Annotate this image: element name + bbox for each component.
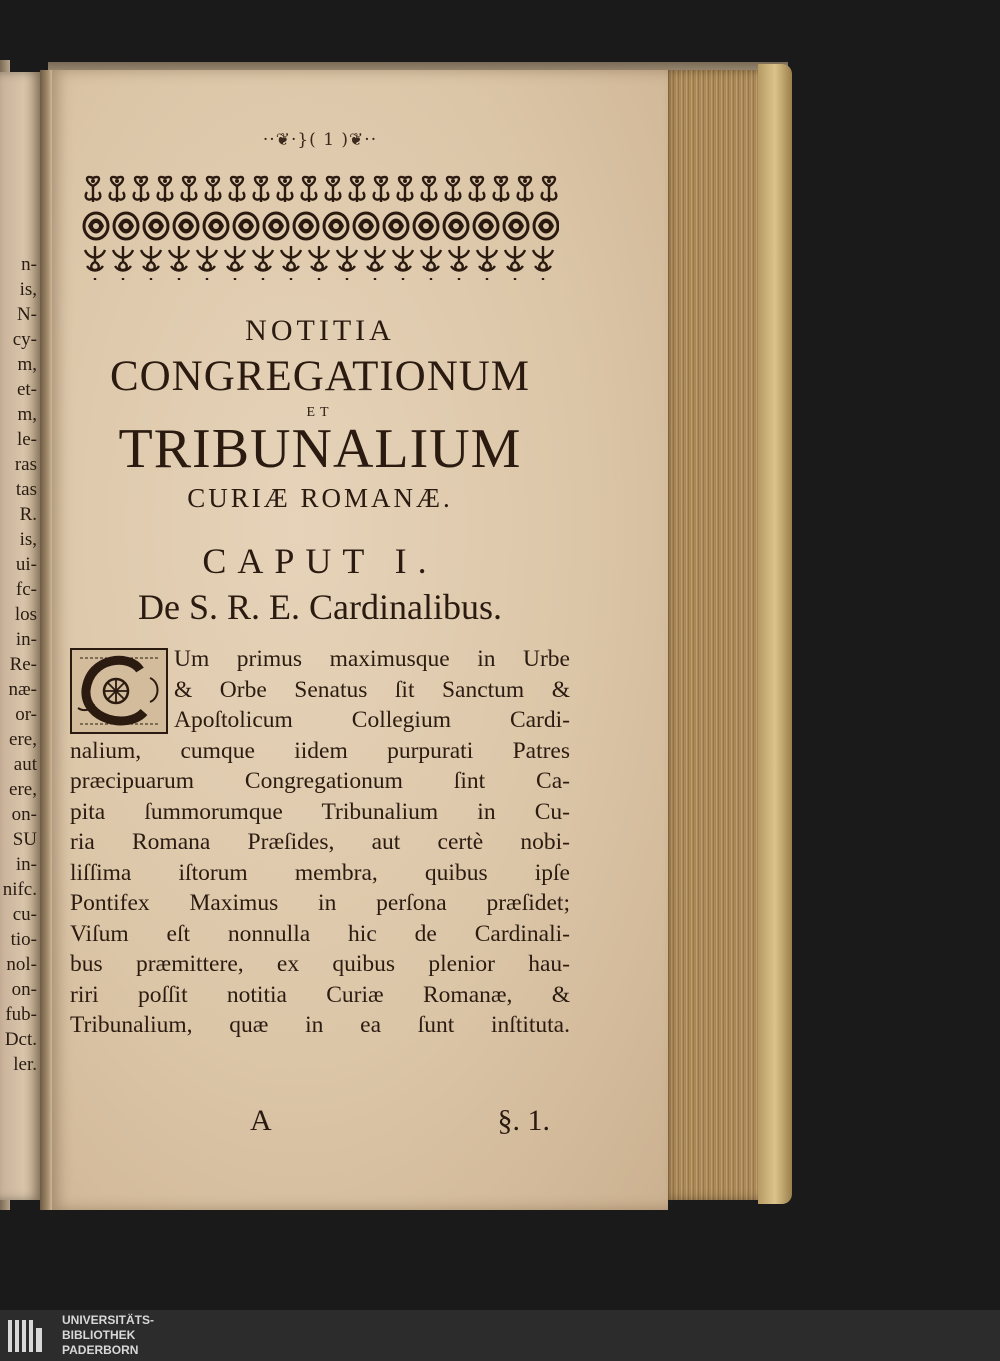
library-name-line3: PADERBORN	[62, 1343, 139, 1357]
body-line: pita ſummorumque Tribunalium in Cu-	[70, 798, 570, 825]
left-fragment: næ-	[8, 679, 37, 700]
library-name	[62, 1313, 154, 1358]
left-fragment: in-	[15, 629, 37, 650]
body-paragraph	[70, 644, 570, 1041]
page-content	[70, 130, 570, 1137]
left-fragment: los	[14, 604, 37, 625]
left-fragment: m,	[17, 404, 37, 425]
left-fragment: fc-	[15, 579, 37, 600]
left-fragment: in-	[15, 854, 37, 875]
title-notitia: NOTITIA	[245, 314, 395, 347]
body-line: præcipuarum Congregationum ſint Ca-	[70, 768, 570, 794]
left-fragment: fub-	[5, 1004, 37, 1025]
body-line: & Orbe Senatus ſit Sanctum &	[174, 676, 570, 703]
gutter	[40, 70, 52, 1210]
left-fragment: nol-	[6, 954, 37, 975]
body-line: Um primus maximusque in Urbe	[174, 646, 570, 672]
left-fragment: ras	[14, 454, 37, 475]
left-fragment: on-	[11, 979, 37, 1000]
library-logo-icon	[6, 1316, 46, 1356]
title-tribunalium: TRIBUNALIUM	[118, 418, 522, 480]
book-cover-edge	[758, 64, 792, 1204]
body-line: riri poſſit notitia Curiæ Romanæ, &	[70, 981, 570, 1008]
body-line: bus præmittere, ex quibus plenior hau-	[70, 951, 570, 977]
left-fragment: on-	[11, 804, 37, 825]
left-fragment: tas	[15, 479, 37, 500]
page-block-edge	[660, 70, 770, 1200]
left-fragment: is,	[19, 529, 37, 550]
library-name-line1: UNIVERSITÄTS-	[62, 1313, 155, 1327]
left-fragment: Dct.	[4, 1029, 37, 1050]
left-page-text-fragments	[0, 252, 40, 1077]
left-fragment: Re-	[9, 654, 37, 675]
left-fragment: SU	[12, 829, 37, 850]
left-fragment: tio-	[10, 929, 37, 950]
body-line: Pontifex Maximus in perſona præſidet;	[70, 890, 570, 916]
left-fragment: R.	[19, 504, 37, 525]
body-line: Tribunalium, quæ in ea ſunt inſtituta.	[70, 1012, 570, 1038]
body-line: ria Romana Præſides, aut certè nobi-	[70, 829, 570, 855]
left-fragment: cu-	[12, 904, 37, 925]
title-et: ET	[306, 405, 334, 420]
left-fragment: N-	[16, 304, 37, 325]
signature-mark: A	[250, 1104, 272, 1137]
body-line: Apoſtolicum Collegium Cardi-	[174, 707, 570, 733]
library-name-line2: BIBLIOTHEK	[62, 1328, 136, 1342]
left-fragment: ler.	[13, 1054, 37, 1075]
chapter-title: De S. R. E. Cardinalibus.	[138, 587, 502, 627]
left-fragment: aut	[13, 754, 37, 775]
body-line: Viſum eſt nonnulla hic de Cardinali-	[70, 920, 570, 947]
catchword: §. 1.	[497, 1104, 550, 1137]
left-fragment: is,	[19, 279, 37, 300]
left-fragment: or-	[15, 704, 37, 725]
left-fragment: le-	[16, 429, 37, 450]
body-line: nalium, cumque iidem purpurati Patres	[70, 737, 570, 764]
left-facing-page	[0, 72, 42, 1200]
library-footer-bar	[0, 1310, 1000, 1361]
chapter-heading: CAPUT I.	[202, 541, 438, 581]
left-fragment: cy-	[12, 329, 37, 350]
title-curiae-romanae: CURIÆ ROMANÆ.	[187, 483, 453, 513]
left-fragment: n-	[21, 254, 37, 275]
ornamental-headpiece	[81, 172, 559, 280]
running-head: ··❦·}( 1 )❦··	[262, 130, 378, 150]
body-line: liſſima iſtorum membra, quibus ipſe	[70, 859, 570, 886]
headpiece-ornament-icon	[81, 172, 559, 280]
left-fragment: m,	[17, 354, 37, 375]
left-fragment: ui-	[15, 554, 37, 575]
left-fragment: et-	[16, 379, 37, 400]
decorated-initial-c-icon	[70, 648, 168, 734]
left-fragment: ere,	[9, 729, 37, 750]
left-fragment: nifc.	[2, 879, 37, 900]
title-congregationum: CONGREGATIONUM	[109, 353, 531, 400]
left-fragment: ere,	[9, 779, 37, 800]
